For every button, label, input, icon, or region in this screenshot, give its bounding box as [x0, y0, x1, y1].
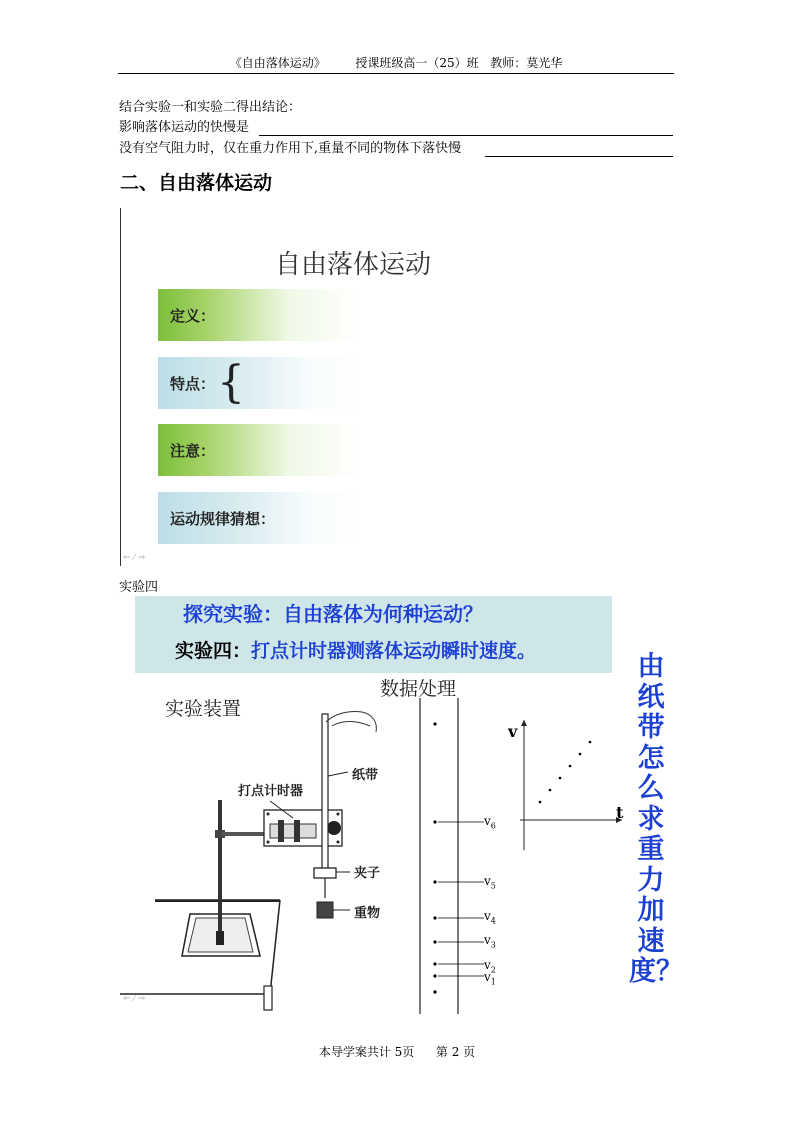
banner-subtitle-value: 打点计时器测落体运动瞬时速度。 — [251, 640, 537, 662]
label-clip: 夹子 — [354, 866, 381, 881]
apparatus-title: 实验装置 — [165, 698, 242, 720]
label-tape: 纸带 — [352, 768, 379, 783]
data-processing-title: 数据处理 — [380, 678, 457, 700]
slide-free-fall: 自由落体运动 定义： 特点： { 注意： 运动规律猜想： ⇐ ⁄ ⇒ — [120, 208, 360, 566]
vertical-question: 由纸带怎么求重力加速度？ — [629, 651, 683, 987]
curly-brace-icon: { — [217, 357, 246, 408]
header-rule — [118, 73, 674, 74]
page-footer — [0, 1043, 794, 1060]
band-definition — [158, 289, 360, 341]
slide-left-border — [120, 208, 121, 566]
tape-label-v2: $v_2$ — [484, 958, 496, 975]
tape-label-v3: $v_3$ — [484, 933, 496, 950]
slide-nav-arrows[interactable]: ⇐ ⁄ ⇒ — [123, 553, 146, 563]
graph-axis-t: t — [616, 803, 624, 822]
band-label: 注意： — [170, 441, 216, 460]
band-label: 运动规律猜想： — [170, 509, 276, 528]
graph-axis-v: v — [508, 722, 518, 741]
header-teacher: 教师：莫光华 — [490, 56, 563, 70]
band-notes — [158, 424, 360, 476]
experiment-label: 实验四 — [119, 580, 159, 595]
slide-experiment-four — [120, 596, 683, 1014]
tape-label-v5: $v_5$ — [484, 874, 496, 891]
conclusion-intro: 结合实验一和实验二得出结论： — [119, 100, 302, 115]
conclusion-q2: 没有空气阻力时，仅在重力作用下,重量不同的物体下落快慢 — [119, 141, 462, 156]
tape-label-v6: $v_6$ — [484, 814, 496, 831]
band-features — [158, 357, 360, 409]
velocity-time-graph — [500, 716, 626, 856]
header-title: 《自由落体运动》 — [229, 56, 326, 70]
label-timer: 打点计时器 — [238, 784, 304, 799]
apparatus-diagram — [120, 596, 420, 1014]
label-weight: 重物 — [354, 906, 381, 921]
page-header — [118, 54, 674, 71]
banner-subtitle-key: 实验四： — [175, 640, 252, 662]
band-label: 定义： — [170, 306, 216, 325]
banner-title: 探究实验：自由落体为何种运动？ — [183, 602, 483, 626]
tape-label-v1: $v_1$ — [484, 970, 496, 987]
footer-total: 本导学案共计 5页 — [318, 1045, 415, 1059]
header-class-info: 授课班级高一（25）班 — [355, 56, 479, 70]
footer-page: 第 2 页 — [435, 1045, 476, 1059]
band-label: 特点： — [170, 374, 216, 393]
section-heading: 二、自由落体运动 — [120, 172, 273, 194]
answer-blank-2[interactable] — [485, 156, 673, 157]
band-motion-law — [158, 492, 360, 544]
slide-nav-arrows[interactable]: ⇐ ⁄ ⇒ — [123, 994, 146, 1004]
tape-label-v4: $v_4$ — [484, 909, 496, 926]
answer-blank-1[interactable] — [259, 135, 673, 136]
conclusion-q1: 影响落体运动的快慢是 — [119, 120, 250, 135]
